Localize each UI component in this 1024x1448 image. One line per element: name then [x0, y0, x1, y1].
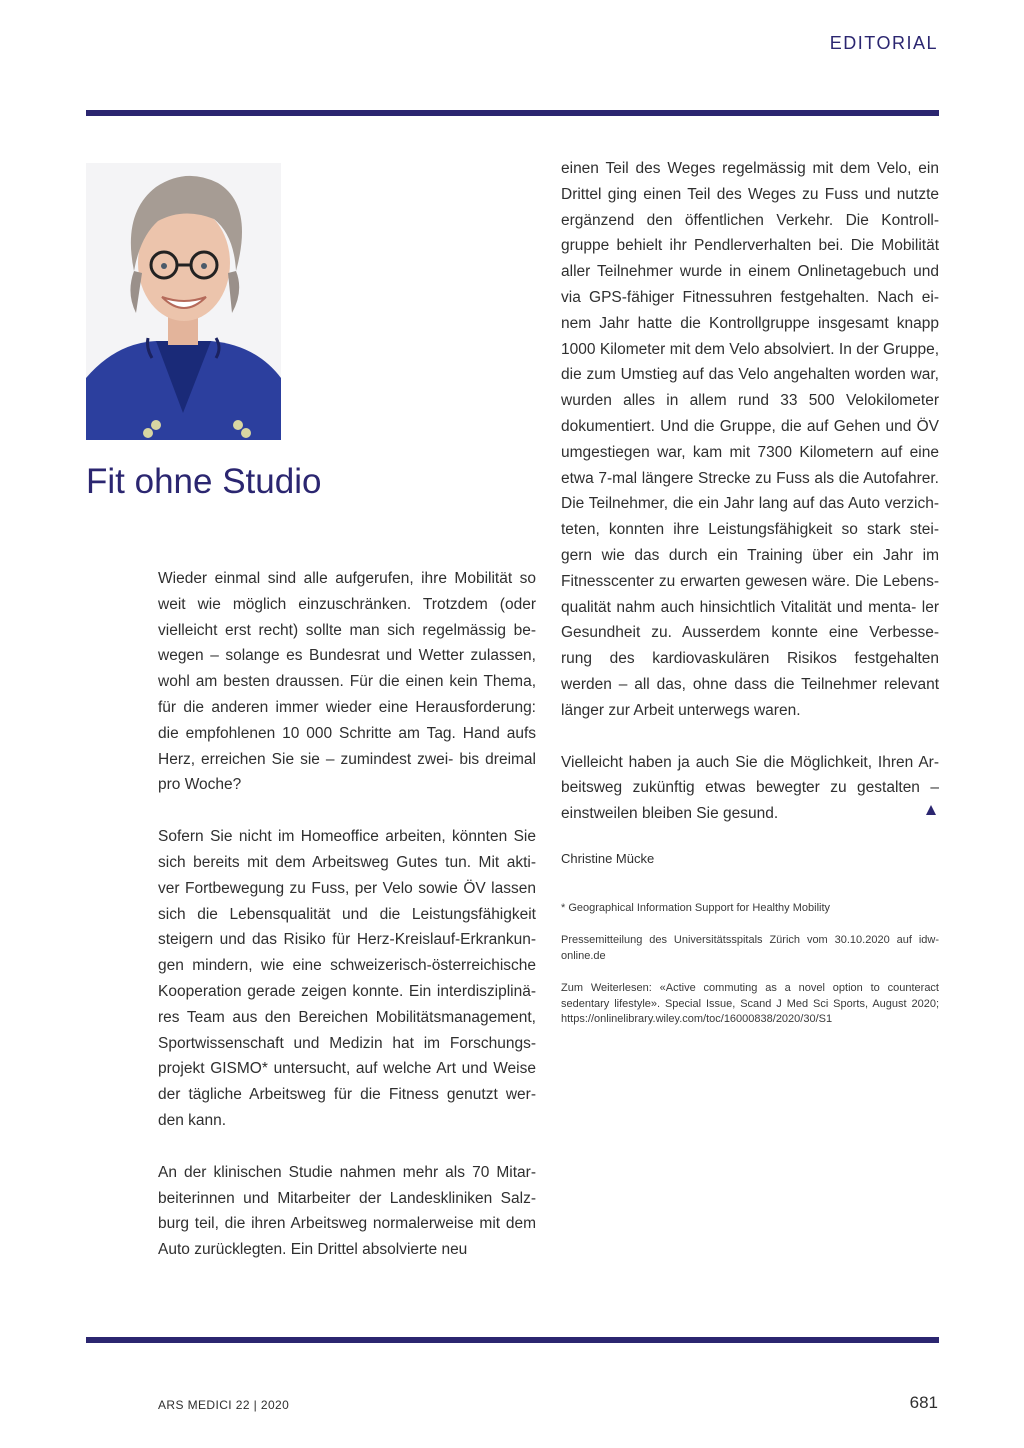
article-title: Fit ohne Studio	[86, 462, 322, 501]
footnote: * Geographical Information Support for Healthy Mobility	[561, 902, 831, 914]
paragraph: Wieder einmal sind alle aufgerufen, ihre Mobilität so weit wie möglich einzuschränken. Trotzdem (oder vielleicht erst recht) sollte man sich regelmässig be- wegen – solange es Bundesrat und Wetter zulassen, wohl am besten draussen. Für die einen kein Thema, für die anderen immer wieder eine Herausforderung: die empfohlenen 10 000 Schritte am Tag. Hand aufs Herz, erreichen Sie sie – zumindest zwei- bis dreimal pro Woche?	[158, 570, 536, 794]
left-column	[158, 566, 536, 1263]
paragraph: Sofern Sie nicht im Homeoffice arbeiten, könnten Sie sich bereits mit dem Arbeitsweg Gutes tun. Mit akti- ver Fortbewegung zu Fuss, per Velo sowie ÖV lassen sich die Lebensqualität und die Leistungsfähigkeit steigern und das Risiko für Herz-Kreislauf-Erkrankun- gen mindern, wie eine schweizerisch-österreichische Kooperation gerade zeigen konnte. Ein interdisziplinä- res Team aus den Bereichen Mobilitätsmanagement, Sportwissenschaft und Medizin hat im Forschungs- projekt GISMO* untersucht, auf welche Art und Weise der tägliche Arbeitsweg für die Fitness genutzt wer- den kann.	[158, 828, 536, 1129]
top-rule	[86, 110, 939, 116]
right-column	[561, 156, 939, 827]
section-label: EDITORIAL	[829, 33, 938, 53]
page-number: 681	[909, 1393, 938, 1412]
paragraph: An der klinischen Studie nahmen mehr als 70 Mitar- beiterinnen und Mitarbeiter der Landeskliniken Salz- burg teil, die ihren Arbeitsweg normalerweise mit dem Auto zurücklegten. Ein Drittel absolvierte neu	[158, 1163, 537, 1259]
bottom-rule	[86, 1337, 939, 1343]
further-reading-note: Zum Weiterlesen: «Active commuting as a novel option to counteract sedentary lifestyle». Special Issue, Scand J Med Sci Sports, August 2020; https://onlinelibrary.wiley.com/toc/16000838/2020/30/S1	[561, 982, 939, 1025]
end-mark-triangle-icon	[926, 805, 936, 815]
press-release-note: Pressemitteilung des Universitätsspitals Zürich vom 30.10.2020 auf idw-online.de	[561, 934, 939, 962]
journal-issue: ARS MEDICI 22 | 2020	[158, 1398, 290, 1412]
paragraph: einen Teil des Weges regelmässig mit dem Velo, ein Drittel ging einen Teil des Weges zu Fuss und nutzte ergänzend den öffentlichen Verkehr. Die Kontroll- gruppe behielt ihr Pendlerverhalten bei. Die Mobilität aller Teilnehmer wurde in einem Onlinetagebuch und via GPS-fähiger Fitnessuhren festgehalten. Nach ei- nem Jahr hatte die Kontrollgruppe insgesamt knapp 1000 Kilometer mit dem Velo absolviert. In der Gruppe, die zum Umstieg auf das Velo angehalten worden war, wurden alles in allem rund 33 500 Velokilometer dokumentiert. Und die Gruppe, die auf Gehen und ÖV umgestiegen war, kam mit 7300 Kilometern auf eine etwa 7-mal längere Strecke zu Fuss als die Autofahrer. Die Teilnehmer, die ein Jahr lang auf das Auto verzich- teten, konnten ihre Leistungsfähigkeit so stark stei- gern wie das durch ein Training über ein Jahr im Fitnesscenter zu erwarten gewesen wäre. Die Lebens- qualität nahm auch hinsichtlich Vitalität und menta- ler Gesundheit zu. Ausserdem konnte eine Verbesse- rung des kardiovaskulären Risikos festgehalten werden – all das, ohne dass die Teilnehmer relevant länger zur Arbeit unterwegs waren.	[561, 160, 939, 719]
author-name: Christine Mücke	[561, 851, 655, 866]
paragraph: Vielleicht haben ja auch Sie die Möglichkeit, Ihren Ar- beitsweg zukünftig etwas bewegter zu gestalten – einstweilen bleiben Sie gesund.	[561, 753, 939, 823]
author-portrait	[86, 163, 281, 440]
